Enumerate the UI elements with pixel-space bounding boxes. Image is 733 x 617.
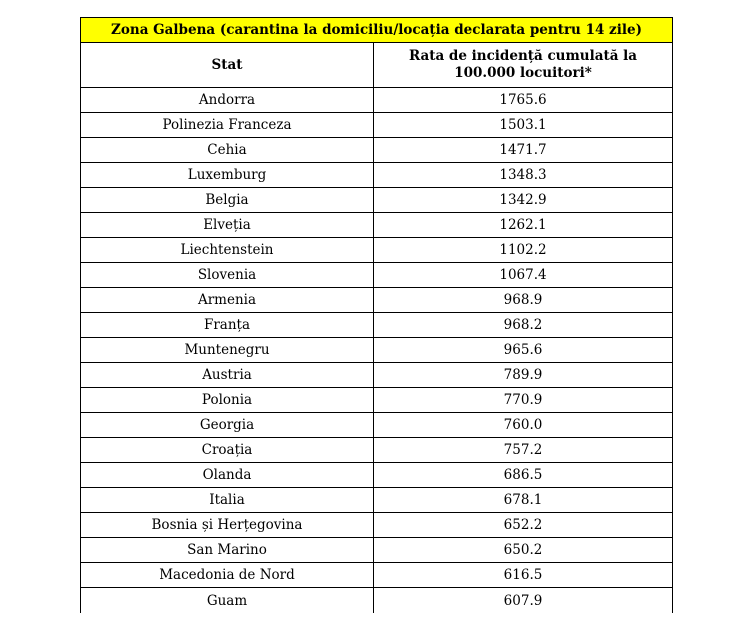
yellow-zone-table-container — [80, 17, 672, 613]
rate-cell: 652.2 — [374, 513, 673, 538]
table-row — [81, 338, 673, 363]
rate-cell: 686.5 — [374, 463, 673, 488]
table-row — [81, 538, 673, 563]
table-row — [81, 563, 673, 588]
country-cell: Belgia — [81, 188, 374, 213]
column-header-rate: Rata de incidență cumulată la 100.000 locuitori* — [374, 43, 673, 88]
table-row — [81, 288, 673, 313]
rate-cell: 607.9 — [374, 588, 673, 614]
rate-cell: 760.0 — [374, 413, 673, 438]
table-header-row — [81, 43, 673, 88]
rate-cell: 1067.4 — [374, 263, 673, 288]
rate-cell: 1342.9 — [374, 188, 673, 213]
table-row — [81, 388, 673, 413]
country-cell: Olanda — [81, 463, 374, 488]
table-row — [81, 138, 673, 163]
country-cell: Polinezia Franceza — [81, 113, 374, 138]
table-row — [81, 113, 673, 138]
country-cell: Armenia — [81, 288, 374, 313]
rate-cell: 757.2 — [374, 438, 673, 463]
table-row — [81, 163, 673, 188]
country-cell: Croația — [81, 438, 374, 463]
table-row — [81, 238, 673, 263]
rate-cell: 965.6 — [374, 338, 673, 363]
country-cell: Austria — [81, 363, 374, 388]
country-cell: Liechtenstein — [81, 238, 374, 263]
country-cell: Guam — [81, 588, 374, 614]
table-row — [81, 588, 673, 614]
table-row — [81, 88, 673, 113]
rate-cell: 678.1 — [374, 488, 673, 513]
rate-cell: 1262.1 — [374, 213, 673, 238]
country-cell: Muntenegru — [81, 338, 374, 363]
table-row — [81, 463, 673, 488]
table-row — [81, 213, 673, 238]
yellow-zone-table — [80, 17, 673, 613]
table-title-row — [81, 18, 673, 43]
table-body — [81, 88, 673, 614]
country-cell: Slovenia — [81, 263, 374, 288]
country-cell: Luxemburg — [81, 163, 374, 188]
rate-cell: 1102.2 — [374, 238, 673, 263]
table-row — [81, 263, 673, 288]
rate-cell: 616.5 — [374, 563, 673, 588]
country-cell: San Marino — [81, 538, 374, 563]
country-cell: Cehia — [81, 138, 374, 163]
table-row — [81, 363, 673, 388]
country-cell: Franța — [81, 313, 374, 338]
rate-cell: 968.2 — [374, 313, 673, 338]
table-row — [81, 313, 673, 338]
table-row — [81, 188, 673, 213]
rate-cell: 1471.7 — [374, 138, 673, 163]
table-row — [81, 438, 673, 463]
rate-cell: 1765.6 — [374, 88, 673, 113]
rate-cell: 1503.1 — [374, 113, 673, 138]
rate-cell: 968.9 — [374, 288, 673, 313]
country-cell: Italia — [81, 488, 374, 513]
country-cell: Polonia — [81, 388, 374, 413]
rate-cell: 770.9 — [374, 388, 673, 413]
table-row — [81, 413, 673, 438]
column-header-country: Stat — [81, 43, 374, 88]
country-cell: Macedonia de Nord — [81, 563, 374, 588]
country-cell: Andorra — [81, 88, 374, 113]
rate-cell: 1348.3 — [374, 163, 673, 188]
table-row — [81, 488, 673, 513]
table-row — [81, 513, 673, 538]
country-cell: Elveția — [81, 213, 374, 238]
rate-cell: 650.2 — [374, 538, 673, 563]
table-title: Zona Galbena (carantina la domiciliu/locația declarata pentru 14 zile) — [81, 18, 673, 43]
rate-cell: 789.9 — [374, 363, 673, 388]
country-cell: Bosnia și Herțegovina — [81, 513, 374, 538]
country-cell: Georgia — [81, 413, 374, 438]
